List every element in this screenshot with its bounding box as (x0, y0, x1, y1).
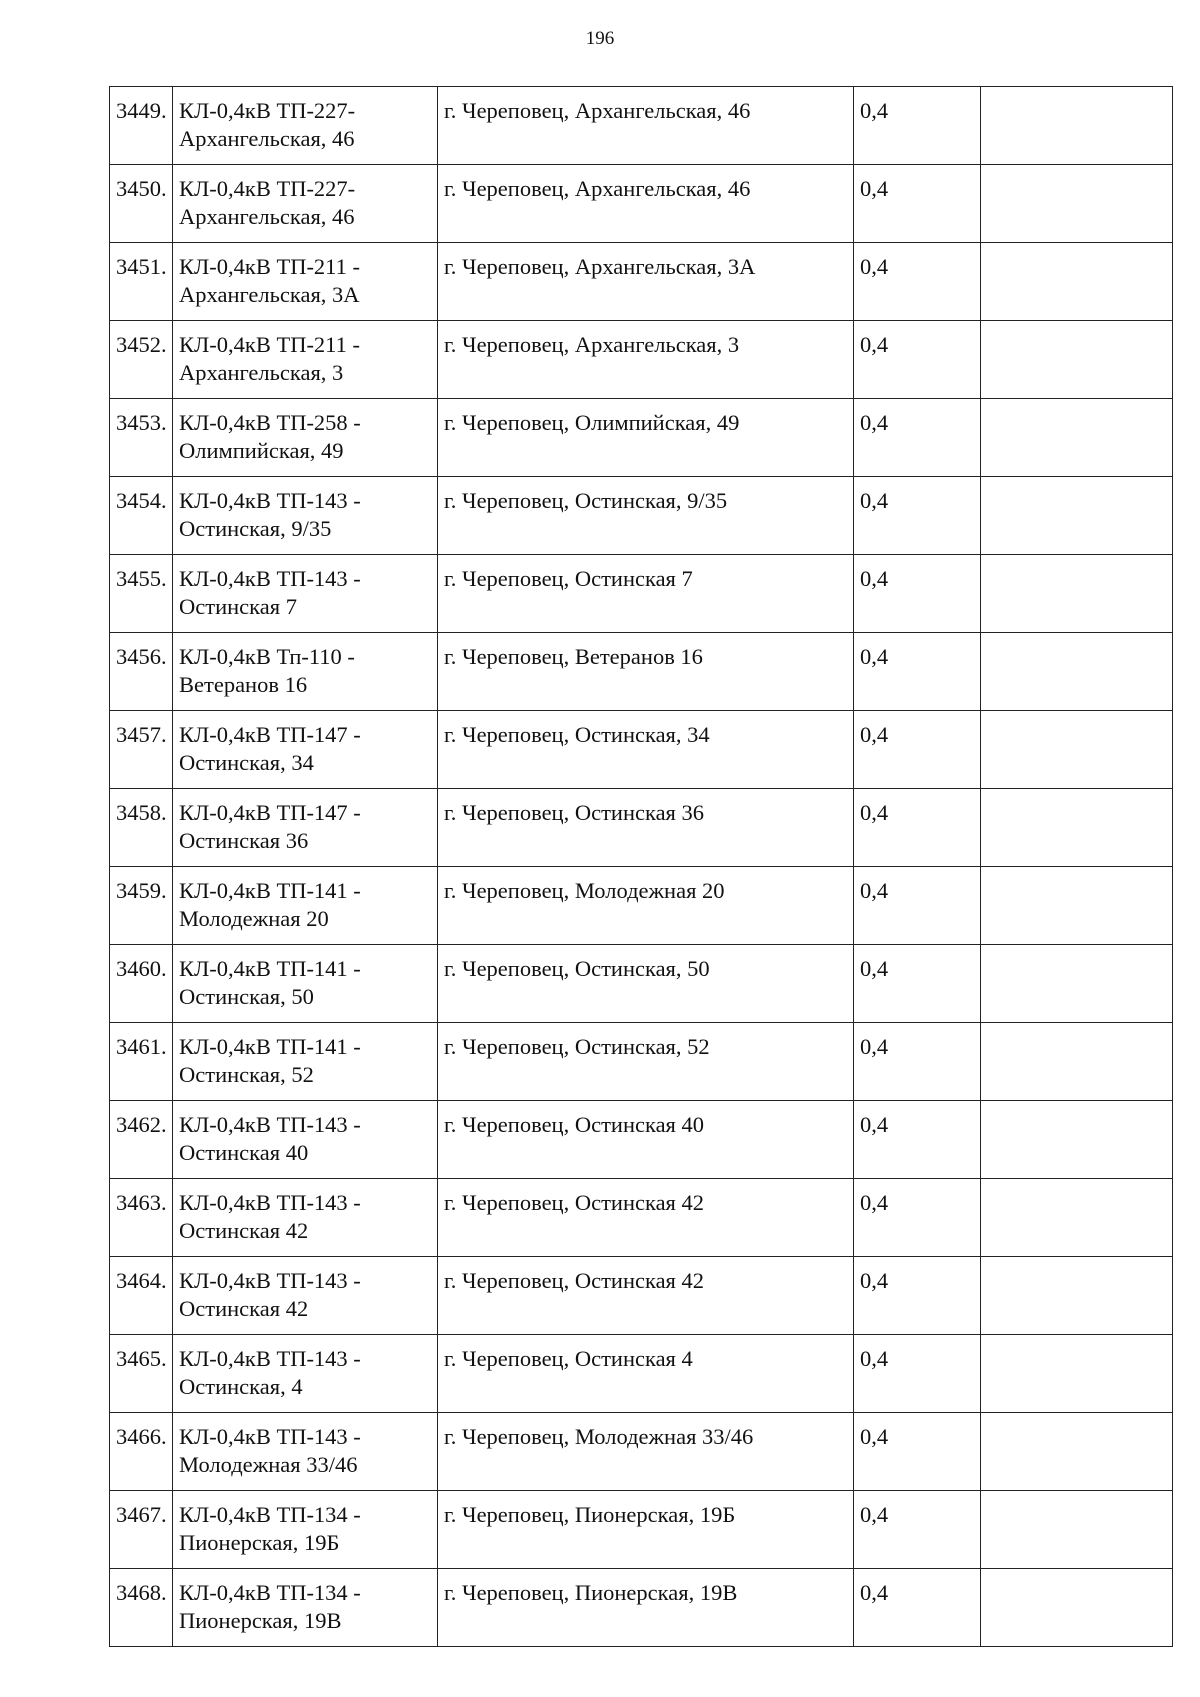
address-cell: г. Череповец, Остинская 36 (438, 789, 854, 867)
voltage-cell: 0,4 (854, 243, 981, 321)
address-cell: г. Череповец, Остинская 42 (438, 1257, 854, 1335)
voltage-cell: 0,4 (854, 1491, 981, 1569)
address-cell: г. Череповец, Остинская 42 (438, 1179, 854, 1257)
empty-cell (981, 1179, 1173, 1257)
table-row (110, 1257, 1173, 1335)
address-cell: г. Череповец, Остинская, 50 (438, 945, 854, 1023)
table-row (110, 789, 1173, 867)
voltage-cell: 0,4 (854, 1023, 981, 1101)
empty-cell (981, 399, 1173, 477)
table-row (110, 1413, 1173, 1491)
row-number-cell: 3464. (110, 1257, 173, 1335)
address-cell: г. Череповец, Молодежная 20 (438, 867, 854, 945)
table-row (110, 1491, 1173, 1569)
line-name-cell: КЛ-0,4кВ ТП-134 - Пионерская, 19Б (173, 1491, 438, 1569)
empty-cell (981, 789, 1173, 867)
row-number-cell: 3449. (110, 87, 173, 165)
row-number-cell: 3456. (110, 633, 173, 711)
line-name-cell: КЛ-0,4кВ ТП-141 - Остинская, 52 (173, 1023, 438, 1101)
voltage-cell: 0,4 (854, 555, 981, 633)
table-row (110, 243, 1173, 321)
voltage-cell: 0,4 (854, 1335, 981, 1413)
row-number-cell: 3458. (110, 789, 173, 867)
address-cell: г. Череповец, Ветеранов 16 (438, 633, 854, 711)
address-cell: г. Череповец, Архангельская, 3А (438, 243, 854, 321)
line-name-cell: КЛ-0,4кВ ТП-211 - Архангельская, 3А (173, 243, 438, 321)
table-row (110, 945, 1173, 1023)
table-row (110, 867, 1173, 945)
voltage-cell: 0,4 (854, 399, 981, 477)
empty-cell (981, 1023, 1173, 1101)
row-number-cell: 3468. (110, 1569, 173, 1647)
table-row (110, 1569, 1173, 1647)
line-name-cell: КЛ-0,4кВ ТП-143 - Остинская, 4 (173, 1335, 438, 1413)
row-number-cell: 3465. (110, 1335, 173, 1413)
empty-cell (981, 1491, 1173, 1569)
address-cell: г. Череповец, Олимпийская, 49 (438, 399, 854, 477)
line-name-cell: КЛ-0,4кВ ТП-143 - Молодежная 33/46 (173, 1413, 438, 1491)
empty-cell (981, 1569, 1173, 1647)
voltage-cell: 0,4 (854, 867, 981, 945)
line-name-cell: КЛ-0,4кВ ТП-211 - Архангельская, 3 (173, 321, 438, 399)
line-name-cell: КЛ-0,4кВ ТП-134 - Пионерская, 19В (173, 1569, 438, 1647)
row-number-cell: 3462. (110, 1101, 173, 1179)
voltage-cell: 0,4 (854, 477, 981, 555)
row-number-cell: 3457. (110, 711, 173, 789)
empty-cell (981, 1101, 1173, 1179)
empty-cell (981, 165, 1173, 243)
address-cell: г. Череповец, Пионерская, 19В (438, 1569, 854, 1647)
empty-cell (981, 633, 1173, 711)
empty-cell (981, 321, 1173, 399)
address-cell: г. Череповец, Остинская, 9/35 (438, 477, 854, 555)
empty-cell (981, 945, 1173, 1023)
line-name-cell: КЛ-0,4кВ ТП-143 - Остинская, 9/35 (173, 477, 438, 555)
voltage-cell: 0,4 (854, 321, 981, 399)
empty-cell (981, 87, 1173, 165)
table-row (110, 1335, 1173, 1413)
table-row (110, 1179, 1173, 1257)
voltage-cell: 0,4 (854, 1101, 981, 1179)
table-row (110, 711, 1173, 789)
address-cell: г. Череповец, Архангельская, 46 (438, 165, 854, 243)
address-cell: г. Череповец, Архангельская, 46 (438, 87, 854, 165)
table-row (110, 555, 1173, 633)
voltage-cell: 0,4 (854, 1569, 981, 1647)
empty-cell (981, 1335, 1173, 1413)
table-row (110, 1101, 1173, 1179)
row-number-cell: 3459. (110, 867, 173, 945)
row-number-cell: 3460. (110, 945, 173, 1023)
empty-cell (981, 555, 1173, 633)
table-row (110, 87, 1173, 165)
row-number-cell: 3453. (110, 399, 173, 477)
table-row (110, 321, 1173, 399)
line-name-cell: КЛ-0,4кВ ТП-147 - Остинская 36 (173, 789, 438, 867)
line-name-cell: КЛ-0,4кВ Тп-110 - Ветеранов 16 (173, 633, 438, 711)
line-name-cell: КЛ-0,4кВ ТП-147 - Остинская, 34 (173, 711, 438, 789)
table-row (110, 633, 1173, 711)
line-name-cell: КЛ-0,4кВ ТП-143 - Остинская 42 (173, 1179, 438, 1257)
row-number-cell: 3451. (110, 243, 173, 321)
row-number-cell: 3455. (110, 555, 173, 633)
row-number-cell: 3463. (110, 1179, 173, 1257)
table-row (110, 165, 1173, 243)
voltage-cell: 0,4 (854, 1413, 981, 1491)
row-number-cell: 3454. (110, 477, 173, 555)
row-number-cell: 3450. (110, 165, 173, 243)
row-number-cell: 3467. (110, 1491, 173, 1569)
page-number: 196 (585, 28, 615, 49)
empty-cell (981, 711, 1173, 789)
line-name-cell: КЛ-0,4кВ ТП-143 - Остинская 7 (173, 555, 438, 633)
table-row (110, 477, 1173, 555)
line-name-cell: КЛ-0,4кВ ТП-258 - Олимпийская, 49 (173, 399, 438, 477)
line-name-cell: КЛ-0,4кВ ТП-143 - Остинская 40 (173, 1101, 438, 1179)
address-cell: г. Череповец, Остинская, 52 (438, 1023, 854, 1101)
voltage-cell: 0,4 (854, 945, 981, 1023)
empty-cell (981, 1257, 1173, 1335)
address-cell: г. Череповец, Пионерская, 19Б (438, 1491, 854, 1569)
line-name-cell: КЛ-0,4кВ ТП-141 - Молодежная 20 (173, 867, 438, 945)
address-cell: г. Череповец, Молодежная 33/46 (438, 1413, 854, 1491)
voltage-cell: 0,4 (854, 789, 981, 867)
empty-cell (981, 1413, 1173, 1491)
table-row (110, 1023, 1173, 1101)
voltage-cell: 0,4 (854, 633, 981, 711)
table-row (110, 399, 1173, 477)
line-name-cell: КЛ-0,4кВ ТП-141 - Остинская, 50 (173, 945, 438, 1023)
line-name-cell: КЛ-0,4кВ ТП-227- Архангельская, 46 (173, 87, 438, 165)
address-cell: г. Череповец, Архангельская, 3 (438, 321, 854, 399)
line-name-cell: КЛ-0,4кВ ТП-227- Архангельская, 46 (173, 165, 438, 243)
voltage-cell: 0,4 (854, 87, 981, 165)
voltage-cell: 0,4 (854, 1179, 981, 1257)
address-cell: г. Череповец, Остинская 7 (438, 555, 854, 633)
table-body (110, 87, 1173, 1647)
voltage-cell: 0,4 (854, 711, 981, 789)
empty-cell (981, 243, 1173, 321)
cable-register-table (109, 86, 1173, 1647)
address-cell: г. Череповец, Остинская 40 (438, 1101, 854, 1179)
empty-cell (981, 477, 1173, 555)
empty-cell (981, 867, 1173, 945)
voltage-cell: 0,4 (854, 165, 981, 243)
address-cell: г. Череповец, Остинская 4 (438, 1335, 854, 1413)
voltage-cell: 0,4 (854, 1257, 981, 1335)
line-name-cell: КЛ-0,4кВ ТП-143 - Остинская 42 (173, 1257, 438, 1335)
address-cell: г. Череповец, Остинская, 34 (438, 711, 854, 789)
row-number-cell: 3452. (110, 321, 173, 399)
row-number-cell: 3466. (110, 1413, 173, 1491)
row-number-cell: 3461. (110, 1023, 173, 1101)
